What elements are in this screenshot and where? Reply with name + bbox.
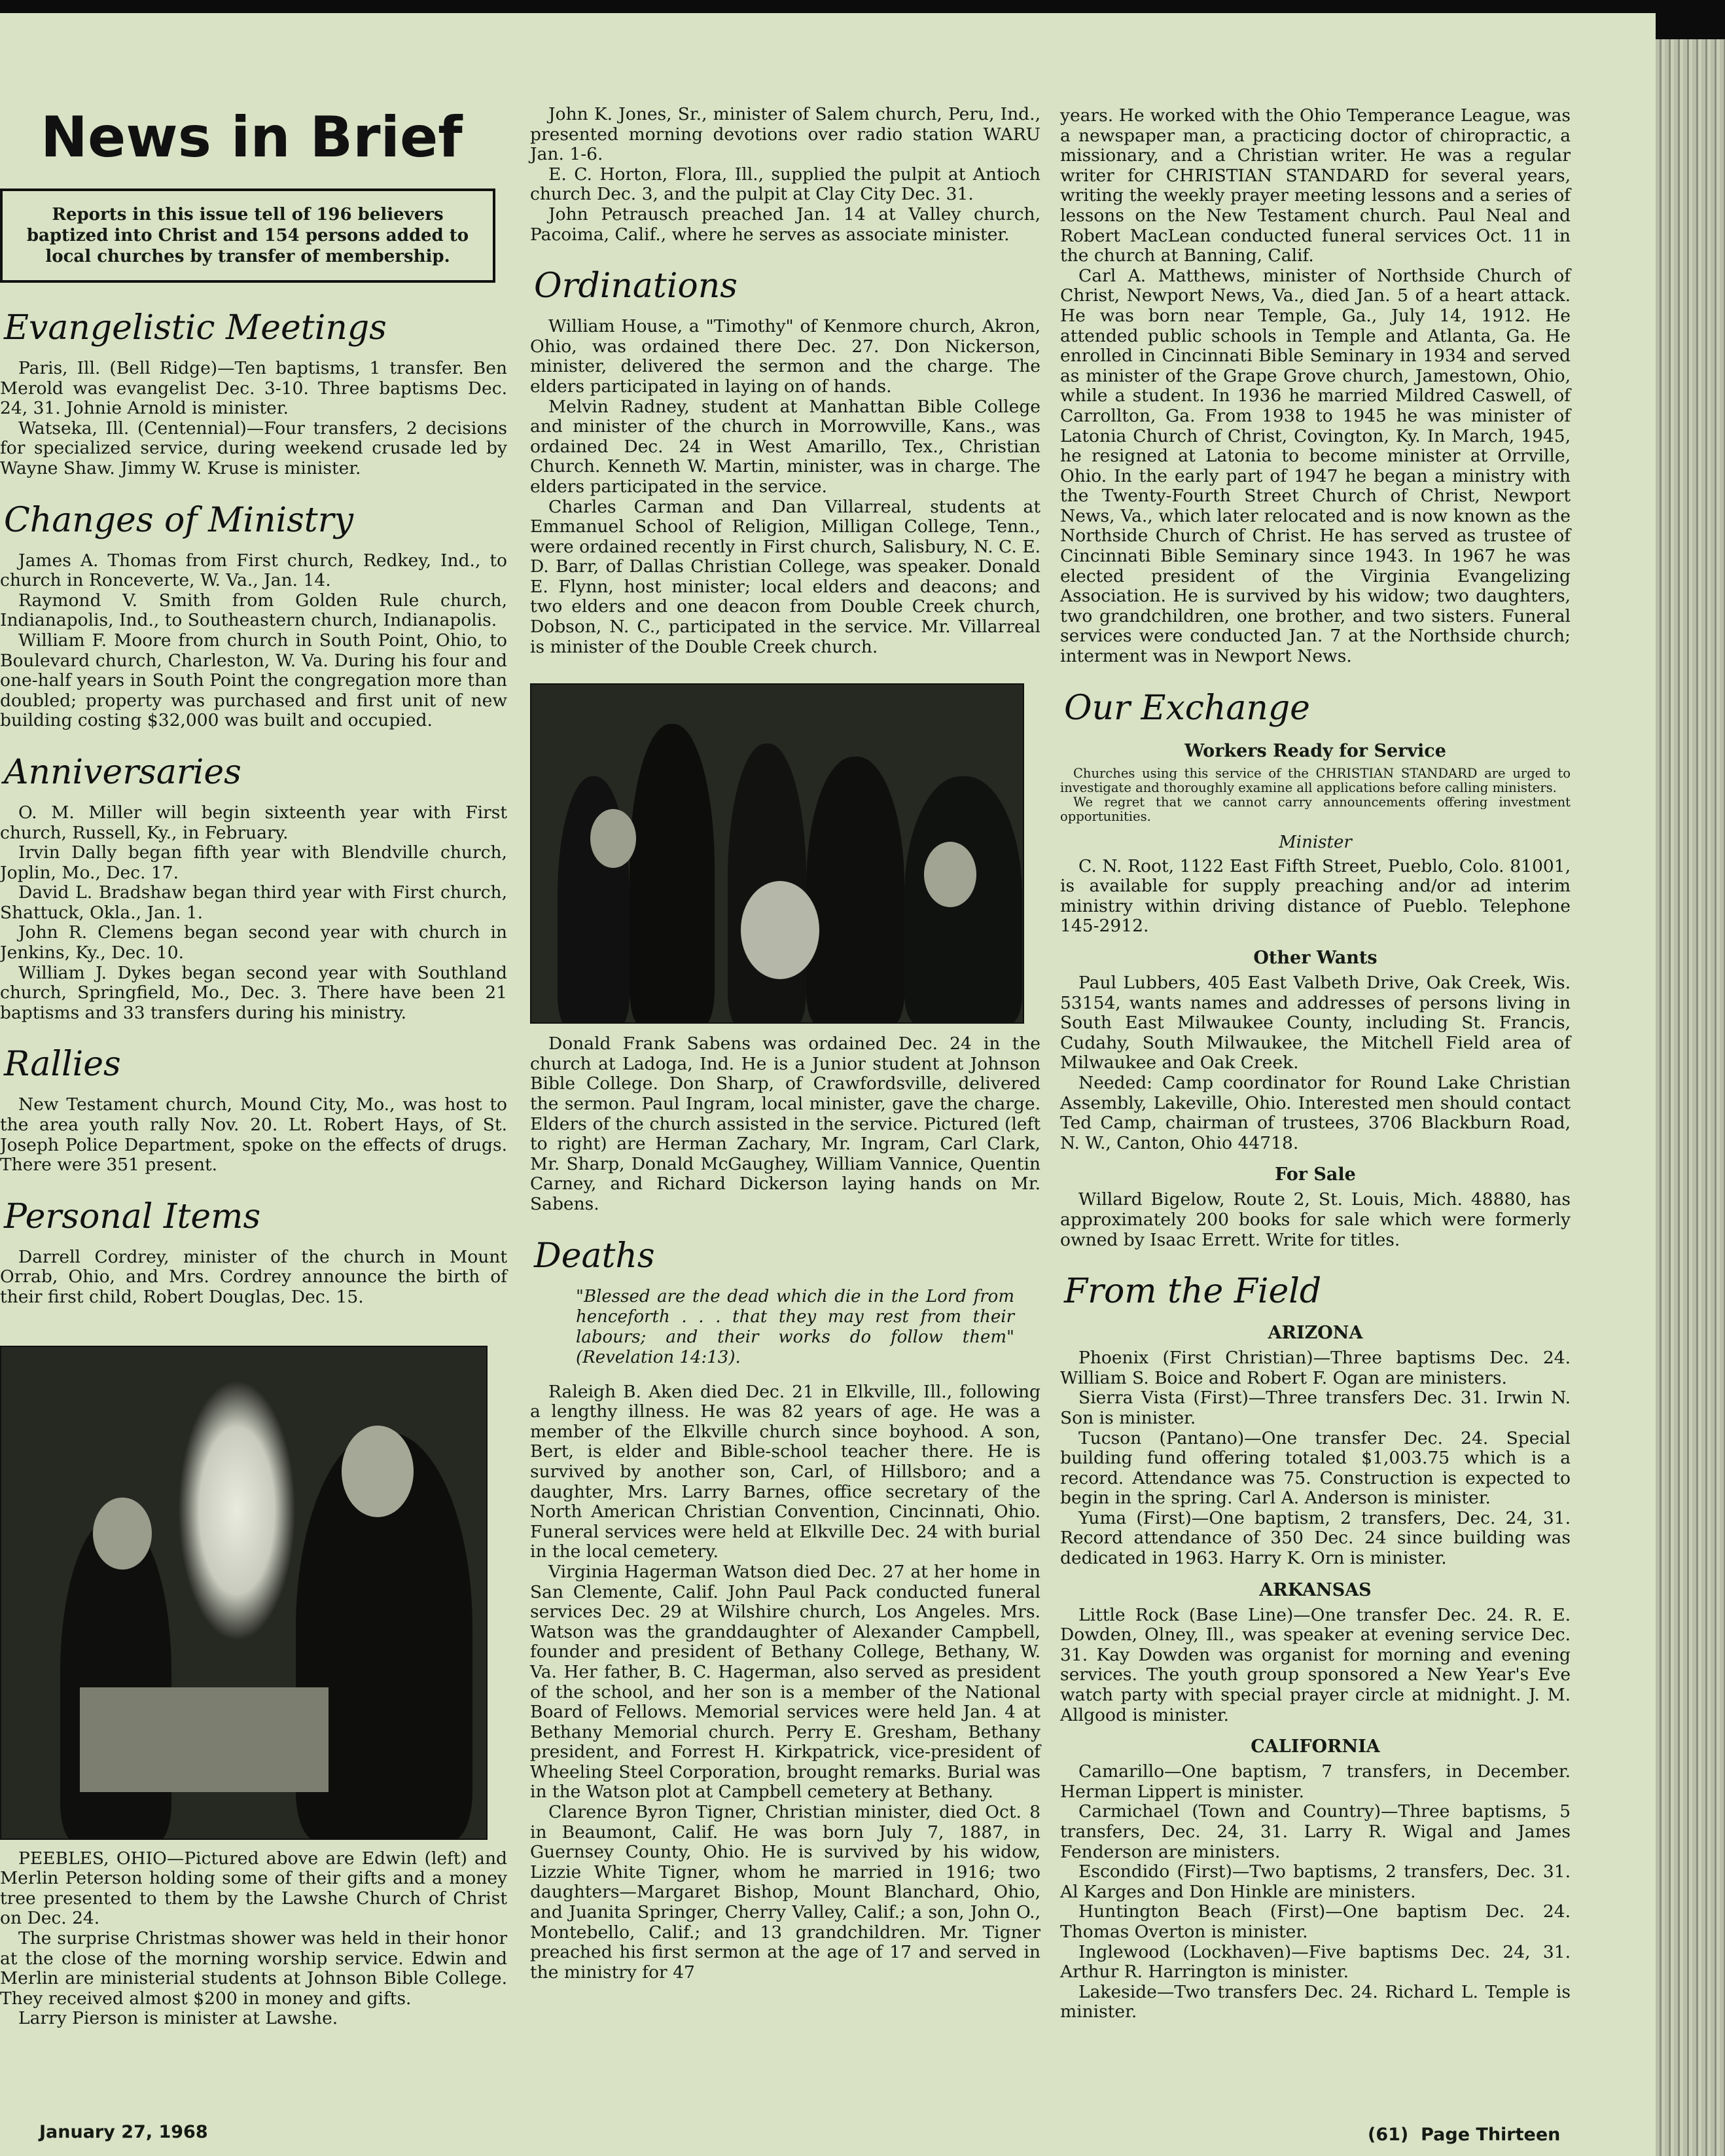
item: E. C. Horton, Flora, Ill., supplied the pulpit at Antioch church Dec. 3, and the pulpit at Clay City Dec. 31. xyxy=(530,164,1040,205)
item: James A. Thomas from First church, Redkey, Ind., to church in Ronceverte, W. Va., Jan. 14. xyxy=(0,550,507,591)
item: Willard Bigelow, Route 2, St. Louis, Mich. 48880, has approximately 200 books for sale which were formerly owned by Isaac Errett. Write for titles. xyxy=(1060,1189,1571,1250)
summary-box xyxy=(0,189,495,283)
state-heading: CALIFORNIA xyxy=(1251,1736,1380,1757)
item: Needed: Camp coordinator for Round Lake Christian Assembly, Lakeville, Ohio. Interested men should contact Ted Camp, chairman of trustees, 3706 Blackburn Road, N. W., Canton, Ohio 44718. xyxy=(1060,1072,1571,1153)
subheading: Workers Ready for Service xyxy=(1184,740,1446,761)
state-heading: ARIZONA xyxy=(1268,1323,1363,1344)
footer-date: January 27, 1968 xyxy=(39,2122,208,2142)
item: O. M. Miller will begin sixteenth year with First church, Russell, Ky., in February. xyxy=(0,802,507,843)
summary-text: Reports in this issue tell of 196 believers baptized into Christ and 154 persons added to local churches by transfer of membership. xyxy=(26,205,469,266)
column-left xyxy=(0,13,507,2029)
heading-deaths: Deaths xyxy=(534,1236,655,1276)
item: John R. Clemens began second year with church in Jenkins, Ky., Dec. 10. xyxy=(0,922,507,963)
footer-page xyxy=(1368,2125,1560,2145)
heading-changes: Changes of Ministry xyxy=(4,500,353,540)
item: Sierra Vista (First)—Three transfers Dec. 31. Irwin N. Son is minister. xyxy=(1060,1388,1571,1428)
item: William House, a "Timothy" of Kenmore church, Akron, Ohio, was ordained there Dec. 27. Don Nickerson, minister, delivered the sermon and the charge. The elders participated in laying on of hands. xyxy=(530,316,1040,397)
item: William F. Moore from church in South Point, Ohio, to Boulevard church, Charleston, W. Va. During his four and one-half years in South Point the congregation more than doubled; property was purchased and first unit of new building costing $32,000 was built and occupied. xyxy=(0,630,507,731)
scripture-quote: "Blessed are the dead which die in the Lord from henceforth . . . that they may rest from their labours; and their works do follow them" (Revelation 14:13). xyxy=(576,1286,1014,1367)
heading-anniversaries: Anniversaries xyxy=(4,752,241,792)
item: Charles Carman and Dan Villarreal, students at Emmanuel School of Religion, Milligan College, Tenn., were ordained recently in First church, Salisbury, N. C. E. D. Barr, of Dallas Christian College, was speaker. Donald E. Flynn, host minister; local elders and deacons; and two elders and one deacon from Double Creek church, Dobson, N. C., participated in the service. Mr. Villarreal is minister of the Double Creek church. xyxy=(530,496,1040,657)
heading-rallies: Rallies xyxy=(4,1045,121,1085)
heading-evangelistic: Evangelistic Meetings xyxy=(4,308,387,348)
magazine-page xyxy=(0,13,1656,2156)
item: Paul Lubbers, 405 East Valbeth Drive, Oak Creek, Wis. 53154, wants names and addresses of persons living in South East Milwaukee County, including St. Francis, Cudahy, South Milwaukee, the Mitchell Field area of Milwaukee and Oak Creek. xyxy=(1060,973,1571,1073)
item: Carmichael (Town and Country)—Three baptisms, 5 transfers, Dec. 24, 31. Larry R. Wigal and James Fenderson are ministers. xyxy=(1060,1801,1571,1862)
item: David L. Bradshaw began third year with First church, Shattuck, Okla., Jan. 1. xyxy=(0,882,507,923)
photo-caption: Donald Frank Sabens was ordained Dec. 24 in the church at Ladoga, Ind. He is a Junior student at Johnson Bible College. Don Sharp, of Crawfordsville, delivered the sermon. Paul Ingram, local minister, gave the charge. Elders of the church assisted in the service. Pictured (left to right) are Herman Zachary, Mr. Ingram, Carl Clark, Mr. Sharp, Donald McGaughey, William Vannice, Quentin Carney, and Richard Dickerson laying hands on Mr. Sabens. xyxy=(530,1033,1040,1214)
page-stack-edge xyxy=(1656,39,1725,2156)
note: We regret that we cannot carry announcements offering investment opportunities. xyxy=(1060,794,1571,824)
item: John K. Jones, Sr., minister of Salem church, Peru, Ind., presented morning devotions over radio station WARU Jan. 1-6. xyxy=(530,104,1040,165)
item: years. He worked with the Ohio Temperance League, was a newspaper man, a practicing doctor of chiropractic, a missionary, and a Christian writer. He was a regular writer for CHRISTIAN STANDARD for several years, writing the weekly prayer meeting lessons and a series of lessons on the New Testament church. Paul Neal and Robert MacLean conducted funeral services Oct. 11 in the church at Banning, Calif. xyxy=(1060,105,1571,266)
item: Camarillo—One baptism, 7 transfers, in December. Herman Lippert is minister. xyxy=(1060,1761,1571,1802)
heading-exchange: Our Exchange xyxy=(1064,688,1310,728)
item: Raymond V. Smith from Golden Rule church, Indianapolis, Ind., to Southeastern church, Indianapolis. xyxy=(0,590,507,631)
subheading: Minister xyxy=(1279,832,1352,852)
item: Lakeside—Two transfers Dec. 24. Richard L. Temple is minister. xyxy=(1060,1981,1571,2022)
caption-line: The surprise Christmas shower was held in their honor at the close of the morning worship service. Edwin and Merlin are ministerial students at Johnson Bible College. They received almost $200 in money and gifts. xyxy=(0,1928,507,2009)
subheading: Other Wants xyxy=(1253,948,1378,968)
item: Darrell Cordrey, minister of the church in Mount Orrab, Ohio, and Mrs. Cordrey announce the birth of their first child, Robert Douglas, Dec. 15. xyxy=(0,1246,507,1307)
subheading: For Sale xyxy=(1275,1164,1356,1185)
column-right xyxy=(1060,13,1571,2022)
item: Carl A. Matthews, minister of Northside Church of Christ, Newport News, Va., died Jan. 5 of a heart attack. He was born near Temple, Ga., July 14, 1912. He attended public schools in Temple and Atlanta, Ga. He enrolled in Cincinnati Bible Seminary in 1934 and served as minister of the Grape Grove church, Jamestown, Ohio, while a student. In 1936 he married Mildred Caswell, of Carrollton, Ga. From 1938 to 1945 he was minister of Latonia Church of Christ, Covington, Ky. In March, 1945, he resigned at Latonia to become minister at Orrville, Ohio. In the early part of 1947 he began a ministry with the Twenty-Fourth Street Church of Christ, Newport News, Va., which later relocated and is now known as the Northside Church of Christ. He has served as trustee of Cincinnati Bible Seminary since 1943. In 1967 he was elected president of the Virginia Evangelizing Association. He is survived by his widow; two daughters, two grandchildren, one brother, and two sisters. Funeral services were conducted Jan. 7 at the Northside church; interment was in Newport News. xyxy=(1060,265,1571,667)
item: William J. Dykes began second year with Southland church, Springfield, Mo., Dec. 3. There have been 21 baptisms and 33 transfers during his ministry. xyxy=(0,962,507,1023)
note: Churches using this service of the CHRISTIAN STANDARD are urged to investigate and thoroughly examine all applications before calling ministers. xyxy=(1060,765,1571,795)
column-middle xyxy=(530,13,1040,1983)
item: Clarence Byron Tigner, Christian minister, died Oct. 8 in Beaumont, Calif. He was born July 7, 1887, in Guernsey County, Ohio. He is survived by his widow, Lizzie White Tigner, whom he married in 1916; two daughters—Margaret Bishop, Mount Blanchard, Ohio, and Juanita Springer, Cherry Valley, Calif.; a son, John O., Montebello, Calif.; and 13 grandchildren. Mr. Tigner preached his first sermon at the age of 17 and served in the ministry for 47 xyxy=(530,1802,1040,1983)
heading-field: From the Field xyxy=(1064,1272,1322,1312)
item: Paris, Ill. (Bell Ridge)—Ten baptisms, 1 transfer. Ben Merold was evangelist Dec. 3-10. Three baptisms Dec. 24, 31. Johnie Arnold is minister. xyxy=(0,358,507,419)
item: Raleigh B. Aken died Dec. 21 in Elkville, Ill., following a lengthy illness. He was 82 years of age. He was a member of the Elkville church since boyhood. A son, Bert, is elder and Bible-school teacher there. He is survived by another son, Carl, of Hillsboro; and a daughter, Mrs. Larry Barnes, office secretary of the North American Christian Convention, Cincinnati, Ohio. Funeral services were held at Elkville Dec. 24 with burial in the local cemetery. xyxy=(530,1381,1040,1562)
page-number: (61) xyxy=(1368,2125,1409,2145)
page-label: Page Thirteen xyxy=(1421,2125,1561,2145)
photo-sabens-ordination xyxy=(530,683,1024,1024)
item: Yuma (First)—One baptism, 2 transfers, Dec. 24, 31. Record attendance of 350 Dec. 24 since building was dedicated in 1963. Harry K. Orn is minister. xyxy=(1060,1507,1571,1569)
item: New Testament church, Mound City, Mo., was host to the area youth rally Nov. 20. Lt. Robert Hays, of St. Joseph Police Department, spoke on the effects of drugs. There were 351 present. xyxy=(0,1094,507,1176)
caption-line: PEEBLES, OHIO—Pictured above are Edwin (left) and Merlin Peterson holding some of their gifts and a money tree presented to them by the Lawshe Church of Christ on Dec. 24. xyxy=(0,1848,507,1929)
photo-peterson-gifts xyxy=(0,1346,488,1840)
item: C. N. Root, 1122 East Fifth Street, Pueblo, Colo. 81001, is available for supply preaching and/or ad interim ministry within driving distance of Pueblo. Telephone 145-2912. xyxy=(1060,855,1571,937)
page-title: News in Brief xyxy=(41,105,463,170)
item: Inglewood (Lockhaven)—Five baptisms Dec. 24, 31. Arthur R. Harrington is minister. xyxy=(1060,1941,1571,1983)
item: Phoenix (First Christian)—Three baptisms Dec. 24. William S. Boice and Robert F. Ogan are ministers. xyxy=(1060,1348,1571,1388)
item: Tucson (Pantano)—One transfer Dec. 24. Special building fund offering totaled $1,003.75 which is a record. Attendance was 75. Construction is expected to begin in the spring. Carl A. Anderson is minister. xyxy=(1060,1428,1571,1509)
item: Watseka, Ill. (Centennial)—Four transfers, 2 decisions for specialized service, during weekend crusade led by Wayne Shaw. Jimmy W. Kruse is minister. xyxy=(0,418,507,478)
heading-ordinations: Ordinations xyxy=(534,266,738,306)
item: Virginia Hagerman Watson died Dec. 27 at her home in San Clemente, Calif. John Paul Pack conducted funeral services Dec. 29 at Wilshire church, Los Angeles. Mrs. Watson was the granddaughter of Alexander Campbell, founder and president of Bethany College, Bethany, W. Va. Her father, B. C. Hagerman, also served as president of the school, and her son is a member of the National Board of Fellows. Memorial services were held Jan. 4 at Bethany Memorial church. Perry E. Gresham, Bethany president, and Forrest H. Kirkpatrick, vice-president of Wheeling Steel Corporation, brought remarks. Burial was in the Watson plot at Campbell cemetery at Bethany. xyxy=(530,1561,1040,1803)
item: Huntington Beach (First)—One baptism Dec. 24. Thomas Overton is minister. xyxy=(1060,1901,1571,1942)
item: John Petrausch preached Jan. 14 at Valley church, Pacoima, Calif., where he serves as associate minister. xyxy=(530,204,1040,245)
caption-line: Larry Pierson is minister at Lawshe. xyxy=(18,2008,338,2029)
state-heading: ARKANSAS xyxy=(1259,1579,1372,1600)
item: Escondido (First)—Two baptisms, 2 transfers, Dec. 31. Al Karges and Don Hinkle are ministers. xyxy=(1060,1861,1571,1902)
item: Little Rock (Base Line)—One transfer Dec. 24. R. E. Dowden, Olney, Ill., was speaker at evening service Dec. 31. Kay Dowden was organist for morning and evening services. The youth group sponsored a New Year's Eve watch party with special prayer circle at midnight. J. M. Allgood is minister. xyxy=(1060,1604,1571,1725)
item: Irvin Dally began fifth year with Blendville church, Joplin, Mo., Dec. 17. xyxy=(0,842,507,883)
heading-personal: Personal Items xyxy=(4,1196,261,1236)
item: Melvin Radney, student at Manhattan Bible College and minister of the church in Morrowville, Kans., was ordained Dec. 24 in West Amarillo, Tex., Christian Church. Kenneth W. Martin, minister, was in charge. The elders participated in the service. xyxy=(530,396,1040,497)
